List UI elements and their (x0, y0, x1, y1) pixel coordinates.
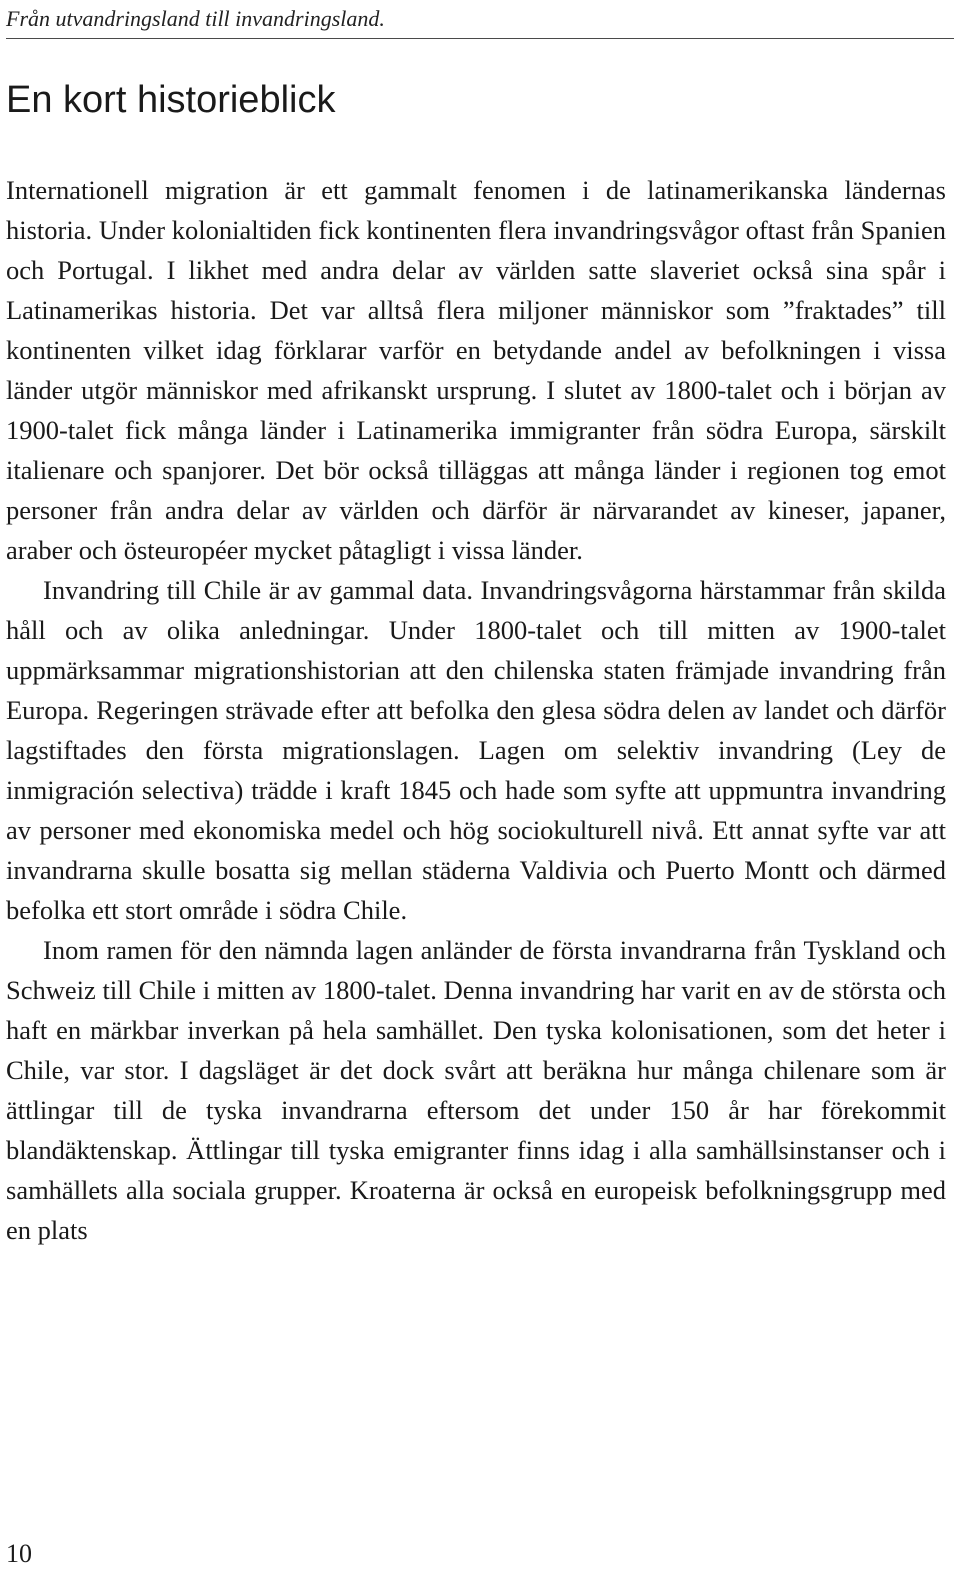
running-header (6, 4, 954, 39)
page-number: 10 (6, 1539, 32, 1568)
paragraph: Invandring till Chile är av gammal data. Invandringsvågorna härstammar från skilda håll och av olika anledningar. Under 1800-talet och till mitten av 1900-talet uppmärksammar migrationshistorian att den chilenska staten främjade invandring från Europa. Regeringen strävade efter att befolka den glesa södra delen av landet och därför lagstiftades den första migrationslagen. Lagen om selektiv invandring (Ley de inmigración selectiva) trädde i kraft 1845 och hade som syfte att uppmuntra invandring av personer med ekonomiska medel och hög sociokulturell nivå. Ett annat syfte var att invandrarna skulle bosatta sig mellan städerna Valdivia och Puerto Montt och därmed befolka ett stort område i södra Chile. (6, 575, 946, 925)
paragraph: Inom ramen för den nämnda lagen anländer de första invandrarna från Tyskland och Schweiz till Chile i mitten av 1800-talet. Denna invandring har varit en av de största och haft en märkbar inverkan på hela samhället. Den tyska kolonisationen, som det heter i Chile, var stor. I dagsläget är det dock svårt att beräkna hur många chilenare som är ättlingar till de tyska invandrarna eftersom det under 150 år har förekommit blandäktenskap. Ättlingar till tyska emigranter finns idag i alla samhällsinstanser och i samhällets alla sociala grupper. Kroaterna är också en europeisk befolkningsgrupp med en plats (6, 935, 946, 1245)
body-text (6, 170, 946, 1250)
paragraph: Internationell migration är ett gammalt fenomen i de latinamerikanska ländernas historia. Under kolonialtiden fick kontinenten flera invandringsvågor oftast från Spanien och Portugal. I likhet med andra delar av världen satte slaveriet också sina spår i Latinamerikas historia. Det var alltså flera miljoner människor som ”fraktades” till kontinenten vilket idag förklarar varför en betydande andel av befolkningen i vissa länder utgör människor med afrikanskt ursprung. I slutet av 1800-talet och i början av 1900-talet fick många länder i Latinamerika immigranter från södra Europa, särskilt italienare och spanjorer. Det bör också tilläggas att många länder i regionen tog emot personer från andra delar av världen och därför är närvarandet av kineser, japaner, araber och östeuropéer mycket påtagligt i vissa länder. (6, 175, 946, 565)
section-title: En kort historieblick (6, 79, 336, 121)
running-header-title: Från utvandringsland till invandringsland. (6, 6, 385, 31)
